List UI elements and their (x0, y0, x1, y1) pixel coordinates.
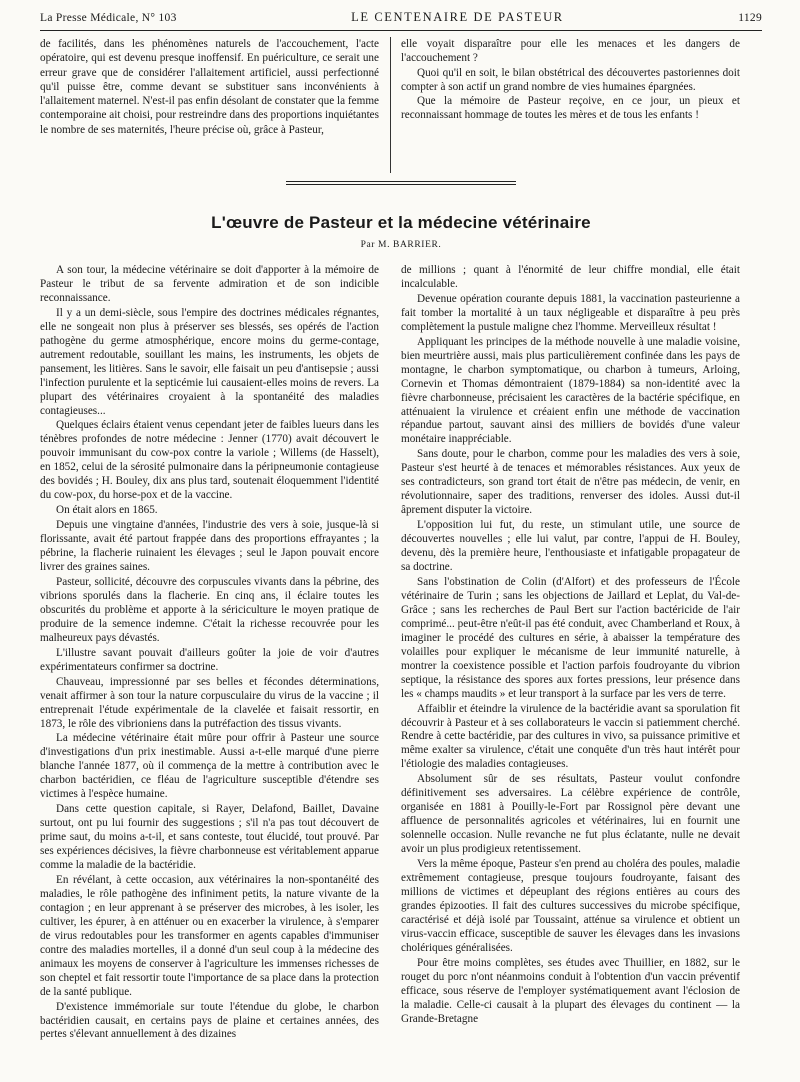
paragraph: Depuis une vingtaine d'années, l'industrie des vers à soie, jusque-là si florissante, avait été partout frappée dans des proportions effrayantes ; la pébrine, la flacherie ruinaient les élevages ; seul le Japon pouvait encore livrer des graines saines. (40, 519, 379, 574)
article-title: L'œuvre de Pasteur et la médecine vétérinaire (211, 213, 591, 232)
paragraph: elle voyait disparaître pour elle les menaces et les dangers de l'accouchement ? (401, 38, 740, 65)
article-right-column (401, 264, 740, 1076)
paragraph: Vers la même époque, Pasteur s'en prend au choléra des poules, maladie extrêmement contagieuse, presque toujours foudroyante, faisant des millions de victimes et dépeuplant des régions entières au cours des grandes épizooties. Il fait des cultures successives du microbe spécifique, caractérisé et déjà isolé par Toussaint, atténue sa virulence et obtient un virus-vaccin efficace, susceptible de sauver les élevages dans les invasions cholériques généralisées. (401, 858, 740, 954)
paragraph: Devenue opération courante depuis 1881, la vaccination pasteurienne a fait tomber la mortalité à un taux négligeable et disparaître à peu près complètement la pustule maligne chez l'homme. Merveilleux résultat ! (401, 292, 740, 333)
paragraph: Quoi qu'il en soit, le bilan obstétrical des découvertes pastoriennes doit compter à son actif un grand nombre de vies humaines épargnées. (401, 66, 740, 93)
previous-article-right-column (401, 37, 740, 173)
section-separator (286, 181, 516, 185)
paragraph: Que la mémoire de Pasteur reçoive, en ce jour, un pieux et reconnaissant hommage de toutes les mères et de tous les enfants ! (401, 95, 740, 122)
paragraph: La médecine vétérinaire était mûre pour offrir à Pasteur une source d'investigations d'un prix inestimable. Aussi a-t-elle marqué d'une pierre blanche l'année 1877, où il commença de la mettre à contribution avec le charbon bactéridien, ce fléau de l'agriculture susceptible d'étendre ses victimes à l'espèce humaine. (40, 732, 379, 801)
article-byline: Par M. BARRIER. (360, 240, 442, 250)
previous-article-ending (40, 37, 762, 173)
paragraph: Affaiblir et éteindre la virulence de la bactéridie avant sa sporulation fit découvrir à Pasteur et à ses collaborateurs le vaccin si patiemment cherché. Rendre à cette bactéridie, par des cultures in vivo, sa puissance primitive et même exalter sa virulence, c'était une conquête d'un très haut intérêt pour l'étiologie des maladies contagieuses. (401, 702, 740, 771)
article-left-column (40, 264, 379, 1076)
paragraph: Appliquant les principes de la méthode nouvelle à une maladie voisine, bien meurtrière aussi, mais plus particulièrement confinée dans les pays de montagne, le charbon symptomatique, ou charbon à tumeurs, Arloing, Cornevin et Thomas démontraient (1879-1884) sa non-identité avec la fièvre charbonneuse, précisaient les caractères de la bactérie spécifique, en atténuaient la virulence et créaient enfin une méthode de vaccination répandue partout, sauvant ainsi des milliers de bovidés d'une valeur monétaire inappréciable. (401, 335, 740, 446)
paragraph: Dans cette question capitale, si Rayer, Delafond, Baillet, Davaine surtout, ont pu lui fournir des suggestions ; s'il n'a pas tout découvert de prime saut, du moins a-t-il, et sans conteste, tout élucidé, tout prouvé. Par ses expériences décisives, la fièvre charbonneuse est véritablement apparue comme la maladie de la bactéridie. (40, 803, 379, 872)
header-publication: La Presse Médicale, N° 103 (40, 12, 177, 24)
paragraph: Sans doute, pour le charbon, comme pour les maladies des vers à soie, Pasteur s'est heurté à de tenaces et mémorables résistances. Aux yeux de ses contradicteurs, son grand tort était de n'être pas médecin, de venir, en révolutionnaire, saper des traditions, renverser des idoles. Aussi dut-il âprement disputer la victoire. (401, 448, 740, 517)
paragraph: Pasteur, sollicité, découvre des corpuscules vivants dans la pébrine, des vibrions sporulés dans la flacherie. En cinq ans, il éclaire toutes les obscurités du problème et apporte à la sériciculture le moyen pratique de produire de la semence indemne. C'était la richesse recouvrée pour les malheureux pays dévastés. (40, 575, 379, 644)
paragraph: Quelques éclairs étaient venus cependant jeter de faibles lueurs dans les ténèbres profondes de notre médecine : Jenner (1770) avait découvert le pouvoir immunisant du cow-pox contre la variole ; Willems (de Hasselt), en 1852, celui de la sérosité pulmonaire dans la péripneumonie contagieuse des bovidés ; H. Bouley, dix ans plus tard, soutenait éloquemment l'identité du cow-pox, du horse-pox et de la vaccine. (40, 419, 379, 502)
paragraph: L'illustre savant pouvait d'ailleurs goûter la joie de voir d'autres expérimentateurs confirmer sa doctrine. (40, 646, 379, 673)
paragraph: D'existence immémoriale sur toute l'étendue du globe, le charbon bactéridien causait, en certains pays de plaine et certaines années, des pertes s'élevant annuellement à des dizaines (40, 1000, 379, 1041)
paragraph: On était alors en 1865. (56, 504, 158, 517)
column-rule (379, 37, 401, 173)
paragraph: L'opposition lui fut, du reste, un stimulant utile, une source de découvertes nouvelles ; elle lui valut, par contre, l'appui de H. Bouley, devenu, dès la première heure, l'enthousiaste et infatigable propagateur de sa doctrine. (401, 519, 740, 574)
paragraph: Pour être moins complètes, ses études avec Thuillier, en 1882, sur le rouget du porc n'ont néanmoins conduit à l'obtention d'un vaccin préventif efficace, sous réserve de l'employer systématiquement avant l'éclosion de la maladie. Celle-ci causait à la plupart des élevages du continent — la Grande-Bretagne (401, 956, 740, 1025)
paragraph: Sans l'obstination de Colin (d'Alfort) et des professeurs de l'École vétérinaire de Turin ; sans les objections de Jaillard et Leplat, du Val-de-Grâce ; sans les recherches de Paul Bert sur l'action bactéricide de l'air comprimé... peut-être n'eût-il pas été conduit, avec Chamberland et Roux, à imaginer le procédé des cultures en série, à abaisser la température des volailles pour expliquer le mécanisme de leur immunité naturelle, à montrer la coexistence possible et l'action parfois foudroyante du vibrion septique, la résistance des spores aux fortes pressions, leur présence dans les « champs maudits » et leur transport à la surface par les vers de terre. (401, 575, 740, 700)
paragraph: de facilités, dans les phénomènes naturels de l'accouchement, l'acte opératoire, qui est devenu presque inoffensif. En puériculture, ce serait une erreur grave que de considérer l'allaitement artificiel, aussi perfectionné qu'il puisse être, comme devant se substituer sans inconvénients à l'allaitement maternel. N'est-il pas enfin désolant de constater que la femme contemporaine ait choisi, pour restreindre dans des proportions inquiétantes le nombre de ses maternités, l'heure précise où, grâce à Pasteur, (40, 38, 379, 136)
page-number: 1129 (738, 12, 762, 24)
paragraph: de millions ; quant à l'énormité de leur chiffre mondial, elle était incalculable. (401, 264, 740, 290)
newspaper-page (40, 10, 762, 1076)
paragraph: En révélant, à cette occasion, aux vétérinaires la non-spontanéité des maladies, le rôle pathogène des infiniment petits, la nature vivante de la contagion ; en leur apprenant à se préserver des microbes, à les isoler, les cultiver, les épurer, à en atténuer ou en exacerber la virulence, à s'emparer de virus redoutables pour les transformer en agents capables d'immuniser contre des maladies mortelles, il a donné d'un seul coup à la médecine des animaux les moyens de conserver à l'agriculture les immenses richesses de son cheptel et fait ressortir toute l'importance de sa place dans la protection de la santé publique. (40, 873, 379, 998)
paragraph: Chauveau, impressionné par ses belles et fécondes déterminations, venait affirmer à son tour la nature corpusculaire du virus de la vaccine ; il entreprenait l'étude expérimentale de la clavelée et faisait ressortir, en 1873, le rôle des vibrioniens dans la putréfaction des tissus vivants. (40, 675, 379, 730)
paragraph: A son tour, la médecine vétérinaire se doit d'apporter à la mémoire de Pasteur le tribut de sa fervente admiration et de son indicible reconnaissance. (40, 264, 379, 304)
previous-article-left-column (40, 37, 379, 173)
column-gutter (379, 264, 401, 1076)
paragraph: Absolument sûr de ses résultats, Pasteur voulut confondre définitivement ses adversaires. La célèbre expérience de contrôle, organisée en 1881 à Pouilly-le-Fort par Rossignol père devant une affluence de personnalités agricoles et vétérinaires, lui en fournit une solennelle occasion. Nulle revanche ne fut plus éclatante, nulle ne devait avoir un plus prodigieux retentissement. (401, 773, 740, 856)
paragraph: Il y a un demi-siècle, sous l'empire des doctrines médicales régnantes, elle ne songeait non plus à préserver ses blessés, ses opérés de l'action pathogène du germe atmosphérique, encore moins du germe-contage, autrement redoutable, souillant les mains, les instruments, les objets de pansement, les litières. Sans le savoir, elle faisait un peu d'antisepsie ; aussi l'infection purulente et la septicémie lui causaient-elles moins de revers. La plupart des vétérinaires croyaient à la spontanéité des maladies contagieuses... (40, 306, 379, 417)
article-body (40, 264, 762, 1076)
page-header (40, 10, 762, 31)
header-section-title: LE CENTENAIRE DE PASTEUR (351, 10, 564, 24)
